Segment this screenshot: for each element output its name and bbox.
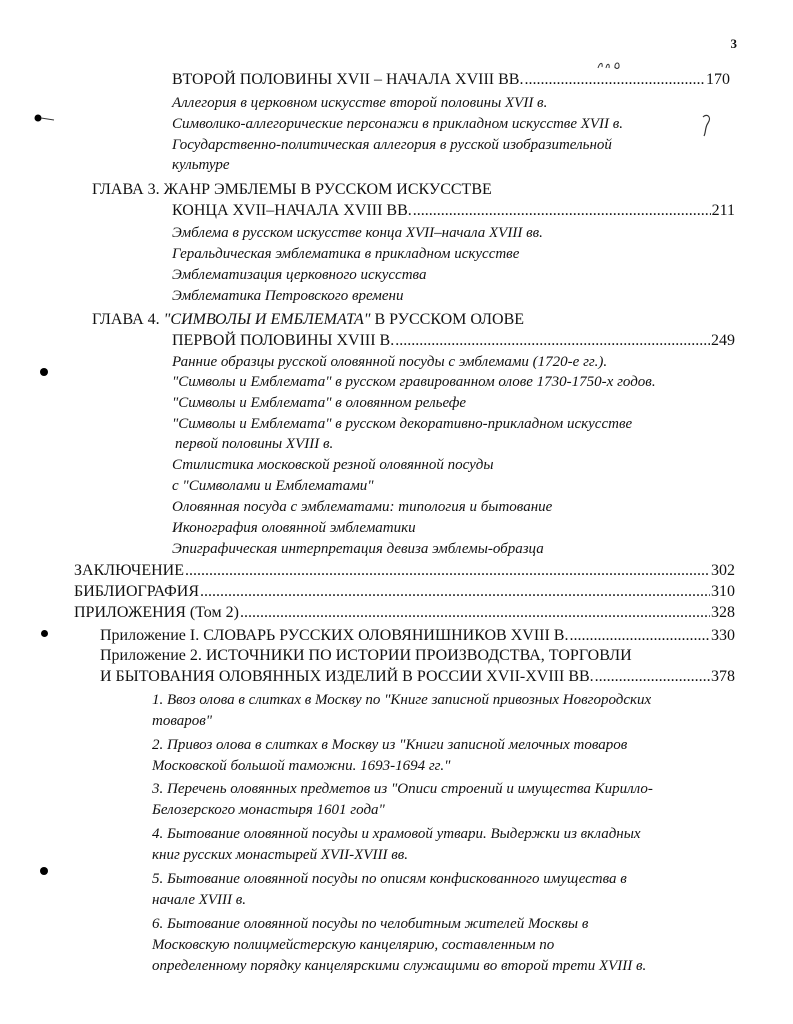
page-number: 3 xyxy=(730,36,737,51)
leader-dots xyxy=(200,584,710,600)
handwritten-mark xyxy=(30,110,56,126)
handwritten-mark xyxy=(700,112,714,138)
binder-hole-dot xyxy=(41,630,48,637)
toc-sub-item: Оловянная посуда с эмблематами: типология и бытование xyxy=(172,499,553,515)
appendix-item: 5. Бытование оловянной посуды по описям конфискованного имущества в xyxy=(152,871,627,887)
appendix-item: начале XVIII в. xyxy=(152,892,247,908)
toc-title: БИБЛИОГРАФИЯ xyxy=(74,583,200,600)
toc-sub-item: Государственно-политическая аллегория в русской изобразительной xyxy=(172,137,612,153)
toc-title: ЗАКЛЮЧЕНИЕ xyxy=(74,562,184,579)
toc-sub-item: Эпиграфическая интерпретация девиза эмблемы-образца xyxy=(172,541,544,557)
toc-sub-item: Стилистика московской резной оловянной посуды xyxy=(172,457,494,473)
leader-dots xyxy=(569,628,710,644)
toc-title: ПЕРВОЙ ПОЛОВИНЫ XVIII В. xyxy=(172,332,395,349)
chapter-4-label: ГЛАВА 4. xyxy=(92,311,164,328)
appendix-item: 4. Бытование оловянной посуды и храмовой утвари. Выдержки из вкладных xyxy=(152,826,641,842)
appendix-item: 1. Ввоз олова в слитках в Москву по "Книге записной привозных Новгородских xyxy=(152,692,652,708)
toc-sub-item: Ранние образцы русской оловянной посуды с эмблемами (1720-е гг.). xyxy=(172,354,608,370)
toc-title: Приложение I. СЛОВАРЬ РУССКИХ ОЛОВЯНИШНИКОВ XVIII В. xyxy=(100,627,569,644)
toc-sub-item: Аллегория в церковном искусстве второй половины XVII в. xyxy=(172,95,548,111)
chapter-3-heading: ГЛАВА 3. ЖАНР ЭМБЛЕМЫ В РУССКОМ ИСКУССТВЕ xyxy=(92,181,492,198)
leader-dots xyxy=(524,72,705,88)
appendix-item: определенному порядку канцелярскими служащими во второй трети XVIII в. xyxy=(152,958,647,974)
leader-dots xyxy=(413,203,711,219)
appendix-2-heading: Приложение 2. ИСТОЧНИКИ ПО ИСТОРИИ ПРОИЗВОДСТВА, ТОРГОВЛИ xyxy=(100,647,632,664)
toc-page: 330 xyxy=(711,627,735,644)
toc-sub-item: культуре xyxy=(172,157,230,173)
appendix-item: Московской большой таможни. 1693-1694 гг." xyxy=(152,758,451,774)
binder-hole-dot xyxy=(40,867,48,875)
appendix-item: Белозерского монастыря 1601 года" xyxy=(152,802,385,818)
toc-page: 302 xyxy=(711,562,735,579)
toc-title: КОНЦА XVII–НАЧАЛА XVIII ВВ. xyxy=(172,202,412,219)
handwritten-mark xyxy=(596,58,630,72)
toc-page: 328 xyxy=(711,604,735,621)
toc-entry-second-half xyxy=(172,72,730,88)
toc-sub-item: Эмблематика Петровского времени xyxy=(172,288,404,304)
toc-entry-chapter-4 xyxy=(172,333,735,349)
toc-page: 211 xyxy=(711,202,735,219)
toc-sub-item: Эмблема в русском искусстве конца XVII–начала XVIII вв. xyxy=(172,225,543,241)
toc-title: И БЫТОВАНИЯ ОЛОВЯННЫХ ИЗДЕЛИЙ В РОССИИ XVII-XVIII ВВ. xyxy=(100,668,594,685)
appendix-item: книг русских монастырей XVII-XVIII вв. xyxy=(152,847,408,863)
appendix-item: 3. Перечень оловянных предметов из "Описи строений и имущества Кирилло- xyxy=(152,781,653,797)
toc-sub-item: "Символы и Емблемата" в русском гравированном олове 1730-1750-х годов. xyxy=(172,374,656,390)
toc-entry-appendices xyxy=(74,605,735,621)
toc-sub-item: Символико-аллегорические персонажи в прикладном искусстве XVII в. xyxy=(172,116,624,132)
leader-dots xyxy=(595,669,710,685)
appendix-item: Московскую полицмейстерскую канцелярию, составленным по xyxy=(152,937,555,953)
toc-entry-conclusion xyxy=(74,563,735,579)
toc-sub-item: "Символы и Емблемата" в русском декоративно-прикладном искусстве xyxy=(172,416,633,432)
toc-sub-item: Геральдическая эмблематика в прикладном искусстве xyxy=(172,246,520,262)
toc-sub-item: Иконография оловянной эмблематики xyxy=(172,520,416,536)
toc-page: 378 xyxy=(711,668,735,685)
toc-entry-appendix-2 xyxy=(100,669,735,685)
toc-page: 249 xyxy=(711,332,735,349)
leader-dots xyxy=(240,605,710,621)
toc-sub-item: "Символы и Емблемата" в оловянном рельефе xyxy=(172,395,467,411)
chapter-4-label-rest: В РУССКОМ ОЛОВЕ xyxy=(370,311,525,328)
chapter-4-label-italic: "СИМВОЛЫ И ЕМБЛЕМАТА" xyxy=(163,311,371,328)
toc-page: 170 xyxy=(706,71,730,88)
toc-entry-bibliography xyxy=(74,584,735,600)
toc-title: ВТОРОЙ ПОЛОВИНЫ XVII – НАЧАЛА XVIII ВВ. xyxy=(172,71,524,88)
toc-title: ПРИЛОЖЕНИЯ (Том 2) xyxy=(74,604,239,621)
leader-dots xyxy=(395,333,710,349)
toc-entry-chapter-3 xyxy=(172,203,735,219)
appendix-item: 2. Привоз олова в слитках в Москву из "Книги записной мелочных товаров xyxy=(152,737,628,753)
appendix-item: 6. Бытование оловянной посуды по челобитным жителей Москвы в xyxy=(152,916,589,932)
chapter-4-heading xyxy=(92,312,524,328)
toc-sub-item: первой половины XVIII в. xyxy=(175,436,334,452)
appendix-item: товаров" xyxy=(152,713,213,729)
toc-page: 310 xyxy=(711,583,735,600)
toc-entry-appendix-1 xyxy=(100,628,735,644)
toc-sub-item: с "Символами и Емблематами" xyxy=(172,478,374,494)
toc-sub-item: Эмблематизация церковного искусства xyxy=(172,267,427,283)
leader-dots xyxy=(185,563,710,579)
binder-hole-dot xyxy=(40,368,48,376)
